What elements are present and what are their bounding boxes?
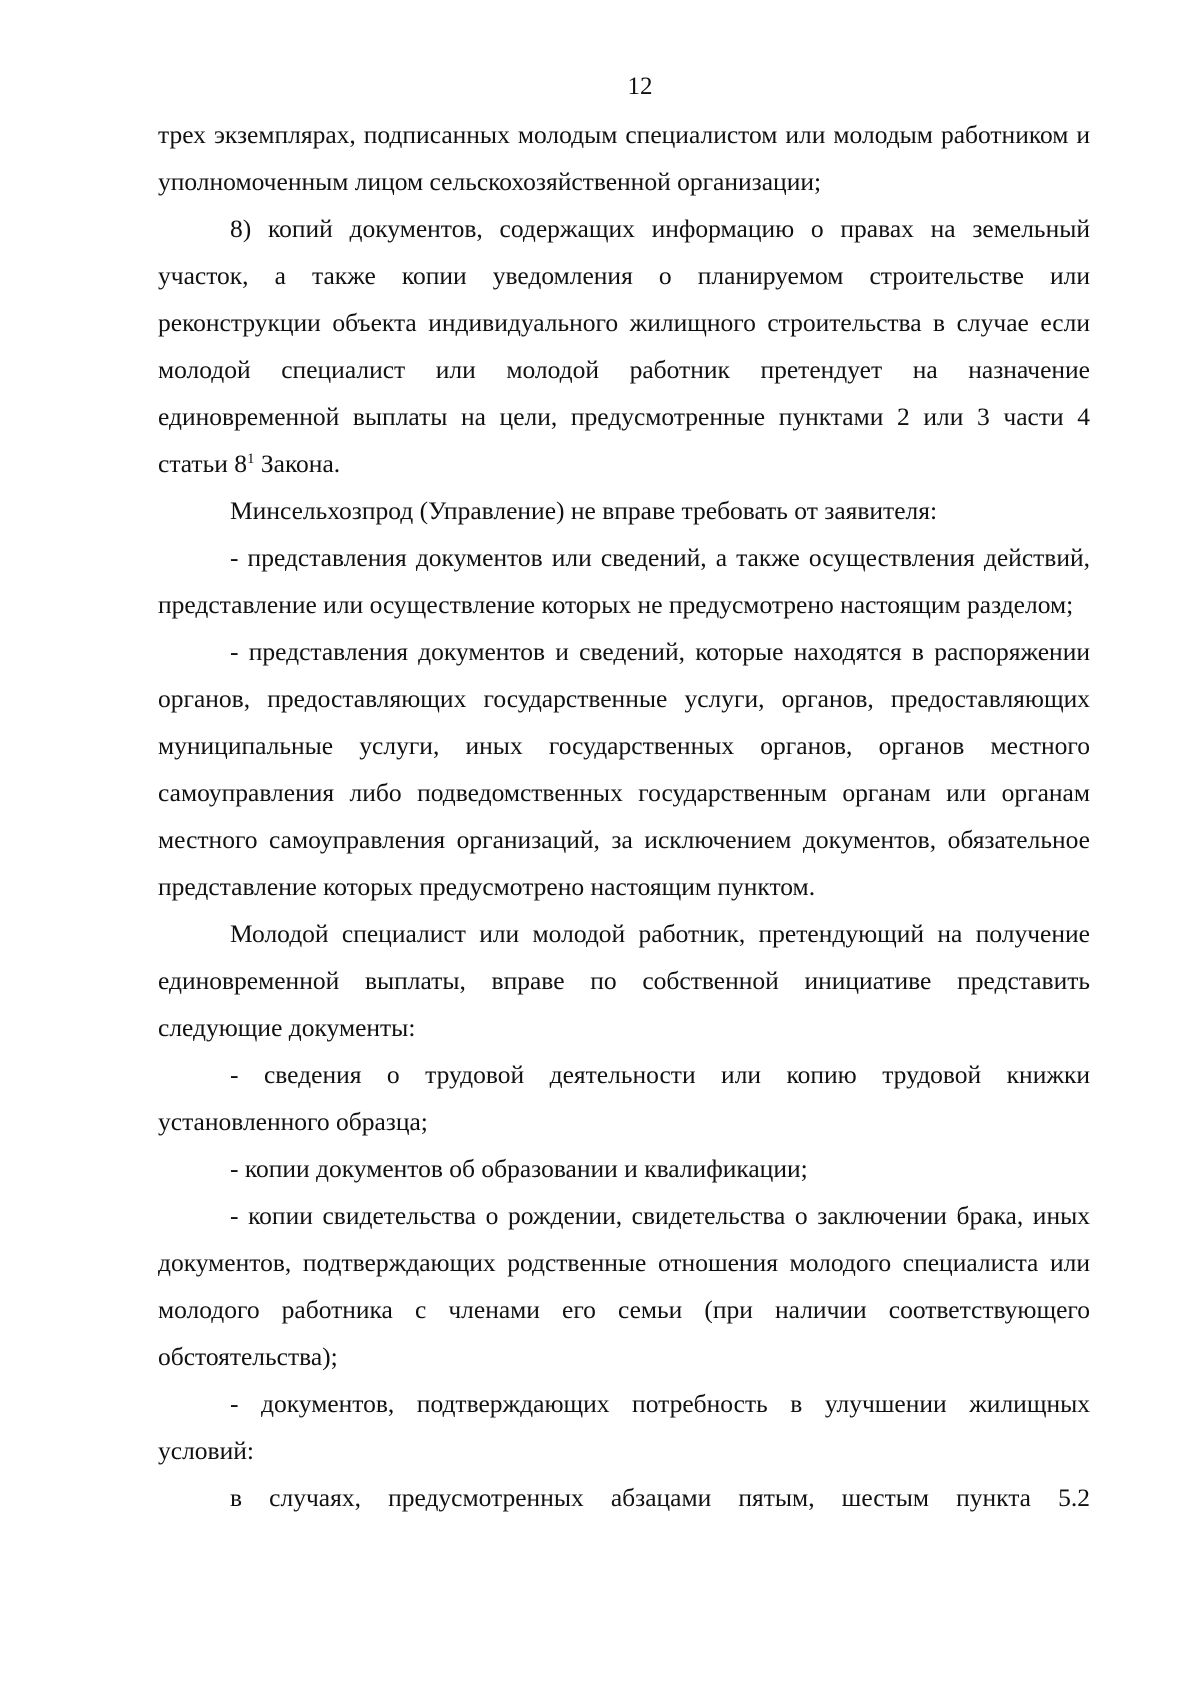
paragraph-continuation: трех экземплярах, подписанных молодым специалистом или молодым работником и уполномоченным лицом сельскохозяйственной организации; xyxy=(158,120,1090,196)
paragraph-item-8 xyxy=(158,205,1090,487)
paragraph-dash-item: - копии документов об образовании и квалификации; xyxy=(230,1154,808,1183)
document-body xyxy=(158,111,1090,1521)
paragraph-applicant-right: Молодой специалист или молодой работник, претендующий на получение единовременной выплаты, вправе по собственной инициативе представить следующие документы: xyxy=(158,919,1090,1042)
paragraph-dash-item: - документов, подтверждающих потребность в улучшении жилищных условий: xyxy=(158,1389,1090,1465)
paragraph-item-8-text: 8) копий документов, содержащих информацию о правах на земельный участок, а также копии уведомления о планируемом строительстве или реконструкции объекта индивидуального жилищного строительства в случае если молодой специалист или молодой работник претендует на назначение единовременной выплаты на цели, предусмотренные пунктами 2 или 3 части 4 статьи 8 xyxy=(158,214,1090,478)
paragraph-cases: в случаях, предусмотренных абзацами пятым, шестым пункта 5.2 xyxy=(230,1483,1090,1512)
paragraph-dash-item: - сведения о трудовой деятельности или копию трудовой книжки установленного образца; xyxy=(158,1060,1090,1136)
paragraph-dash-item: - копии свидетельства о рождении, свидетельства о заключении брака, иных документов, подтверждающих родственные отношения молодого специалиста или молодого работника с членами его семьи (при наличии соответствующего обстоятельства); xyxy=(158,1201,1090,1371)
paragraph-dash-item: - представления документов и сведений, которые находятся в распоряжении органов, предоставляющих государственные услуги, органов, предоставляющих муниципальные услуги, иных государственных органов, органов местного самоуправления либо подведомственных государственным органам или органам местного самоуправления организаций, за исключением документов, обязательное представление которых предусмотрено настоящим пунктом. xyxy=(158,637,1090,901)
page-number: 12 xyxy=(627,73,653,100)
paragraph-item-8-tail: Закона. xyxy=(254,449,341,478)
paragraph-dash-item: - представления документов или сведений, а также осуществления действий, представление или осуществление которых не предусмотрено настоящим разделом; xyxy=(158,543,1090,619)
paragraph-ministry-restriction: Минсельхозпрод (Управление) не вправе требовать от заявителя: xyxy=(230,496,938,525)
superscript-mark: 1 xyxy=(246,451,255,467)
